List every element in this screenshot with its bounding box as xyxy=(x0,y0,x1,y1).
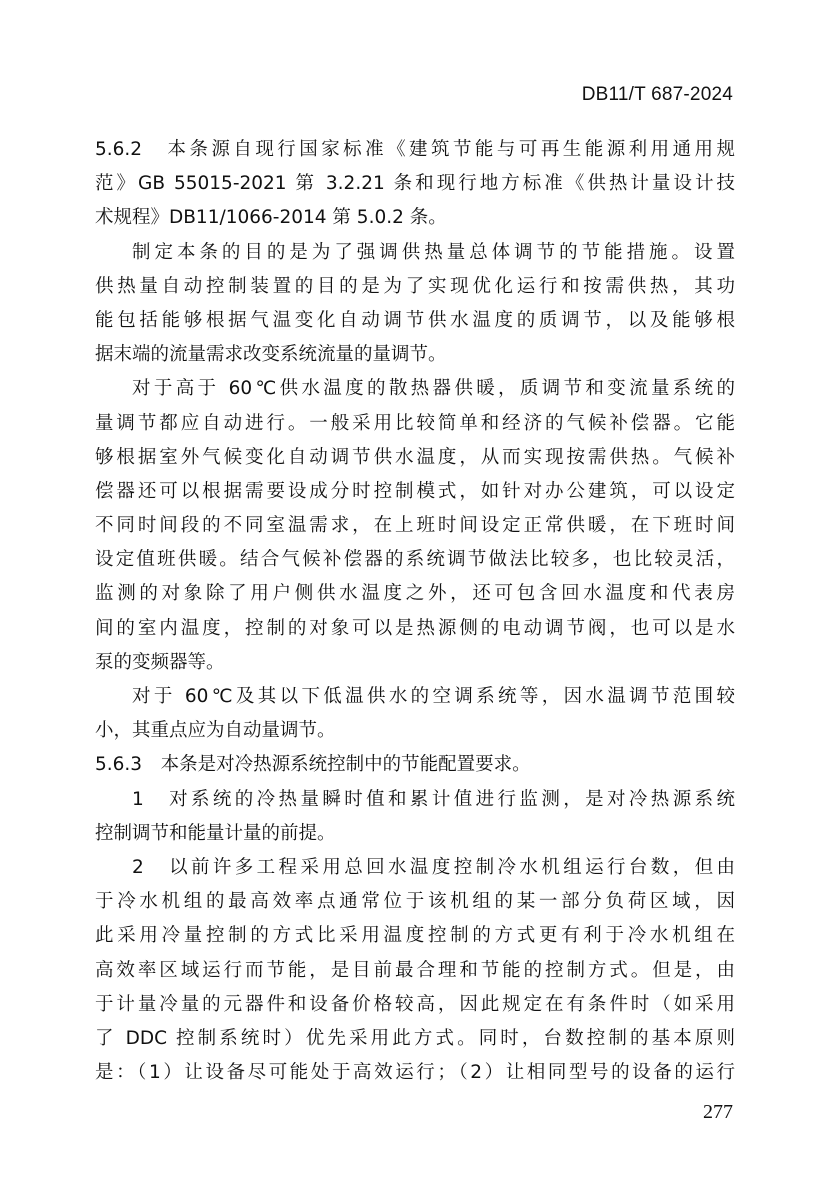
text-line: 据末端的流量需求改变系统流量的量调节。 xyxy=(95,344,447,366)
text-line: 够根据室外气候变化自动调节供水温度，从而实现按需供热。气候补 xyxy=(95,446,735,468)
text-line: 设定值班供暖。结合气候补偿器的系统调节做法比较多，也比较灵活， xyxy=(95,549,735,571)
text-line: 量调节都应自动进行。一般采用比较简单和经济的气候补偿器。它能 xyxy=(95,412,735,434)
page-number: 277 xyxy=(703,1101,733,1123)
text-line: 制定本条的目的是为了强调供热量总体调节的节能措施。设置 xyxy=(132,241,735,263)
section-heading-line: 5.6.3 本条是对冷热源系统控制中的节能配置要求。 xyxy=(95,754,531,776)
text-line: 5.6.2 本条源自现行国家标准《建筑节能与可再生能源利用通用规 xyxy=(95,139,735,160)
text-line: 于计量冷量的元器件和设备价格较高，因此规定在有条件时（如采用 xyxy=(95,993,735,1015)
text-line: 术规程》DB11/1066-2014 第 5.0.2 条。 xyxy=(95,207,447,229)
text-line: 监测的对象除了用户侧供水温度之外，还可包含回水温度和代表房 xyxy=(95,583,735,605)
text-line: 此采用冷量控制的方式比采用温度控制的方式更有利于冷水机组在 xyxy=(95,925,735,947)
body-text xyxy=(95,133,735,1090)
text-line: 供热量自动控制装置的目的是为了实现优化运行和按需供热，其功 xyxy=(95,275,735,297)
text-line: 对于高于 60℃供水温度的散热器供暖，质调节和变流量系统的 xyxy=(132,378,735,400)
text-line: 控制调节和能量计量的前提。 xyxy=(95,822,336,844)
text-line: 对于 60℃及其以下低温供水的空调系统等，因水温调节范围较 xyxy=(132,686,735,707)
text-line: 泵的变频器等。 xyxy=(95,651,225,673)
text-line: 间的室内温度，控制的对象可以是热源侧的电动调节阀，也可以是水 xyxy=(95,617,735,639)
text-line: 不同时间段的不同室温需求，在上班时间设定正常供暖，在下班时间 xyxy=(95,515,735,537)
text-line: 是：（1）让设备尽可能处于高效运行；（2）让相同型号的设备的运行 xyxy=(95,1062,735,1084)
text-line: 高效率区域运行而节能，是目前最合理和节能的控制方式。但是，由 xyxy=(95,959,735,981)
text-line: 能包括能够根据气温变化自动调节供水温度的质调节，以及能够根 xyxy=(95,309,735,331)
text-line: 1 对系统的冷热量瞬时值和累计值进行监测，是对冷热源系统 xyxy=(132,788,735,810)
standard-code-header: DB11/T 687-2024 xyxy=(581,84,733,105)
text-line: 范》GB 55015-2021 第 3.2.21 条和现行地方标准《供热计量设计技 xyxy=(95,173,735,195)
text-line: 2 以前许多工程采用总回水温度控制冷水机组运行台数，但由 xyxy=(132,856,735,878)
text-line: 偿器还可以根据需要设成分时控制模式，如针对办公建筑，可以设定 xyxy=(95,480,735,502)
text-line: 小，其重点应为自动量调节。 xyxy=(95,720,336,742)
text-line: 了 DDC 控制系统时）优先采用此方式。同时，台数控制的基本原则 xyxy=(95,1027,735,1049)
text-line: 于冷水机组的最高效率点通常位于该机组的某一部分负荷区域，因 xyxy=(95,891,735,913)
